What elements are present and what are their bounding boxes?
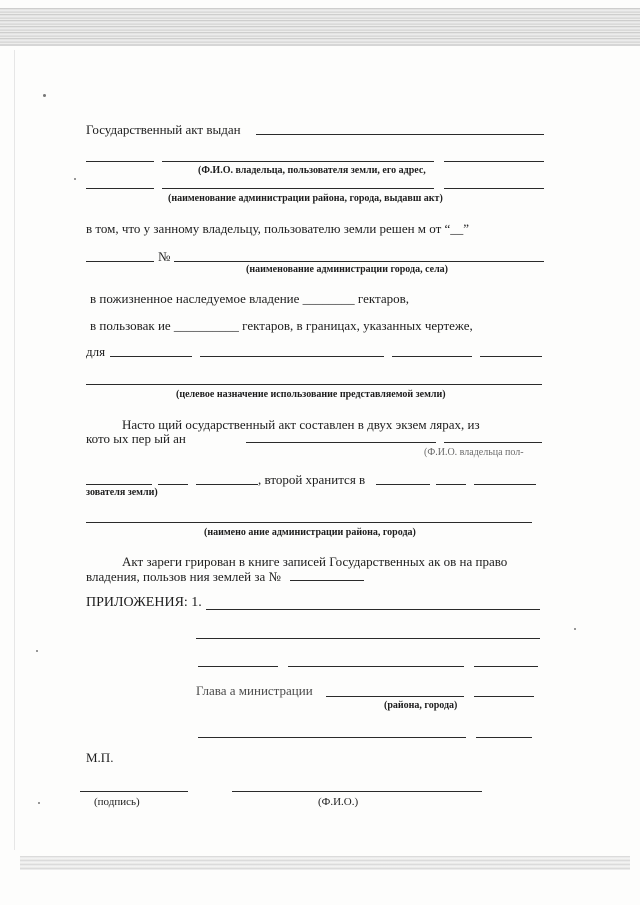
appendix-blank-3a — [198, 666, 278, 667]
decision-text: в том, что у занному владельцу, пользователю земли решен м от “__” — [86, 221, 470, 236]
caption-admin-city: (наименование администрации города, села) — [246, 264, 449, 275]
usage-text: в пользовак ие __________ гектаров, в границах, указанных чертеже, — [90, 318, 473, 333]
caption-user-end: зователя земли) — [86, 487, 158, 498]
caption-fio: (Ф.И.О.) — [318, 796, 359, 808]
registration-line-2: владения, пользов ния землей за № — [86, 569, 281, 584]
blank-line — [200, 356, 384, 357]
blank-line — [480, 356, 542, 357]
caption-admin-issuer: (наименование администрации района, города, выдавш акт) — [168, 193, 443, 204]
appendix-blank-3c — [474, 666, 538, 667]
issued-to-blank — [256, 134, 544, 135]
caption-signature: (подпись) — [94, 796, 140, 808]
blank-line — [392, 356, 472, 357]
blank-line — [476, 737, 532, 738]
scan-speck — [43, 94, 46, 97]
blank-line — [86, 261, 154, 262]
number-sign: № — [158, 249, 171, 264]
scan-speck — [36, 650, 38, 652]
blank-line — [474, 484, 536, 485]
blank-line — [86, 484, 152, 485]
blank-line — [86, 161, 154, 162]
issued-label: Государственный акт выдан — [86, 122, 241, 137]
blank-line — [110, 356, 192, 357]
blank-line — [86, 188, 154, 189]
blank-line — [444, 161, 544, 162]
stamp-place-label: М.П. — [86, 750, 114, 765]
caption-purpose: (целевое назначение использование представляемой земли) — [176, 389, 446, 400]
paragraph-line-2: кото ых пер ый ан — [86, 431, 186, 446]
paragraph-line-1: Насто щий осударственный акт составлен в двух экзем лярах, из — [122, 417, 480, 432]
blank-line — [246, 442, 436, 443]
scan-speck — [74, 178, 76, 180]
registration-line-1: Акт зареги грирован в книге записей Государственных ак ов на право — [122, 554, 508, 569]
scan-artifact-bottom — [20, 856, 630, 870]
appendix-blank-2 — [196, 638, 540, 639]
blank-line — [86, 522, 532, 523]
blank-line — [196, 484, 258, 485]
appendix-label: ПРИЛОЖЕНИЯ: 1. — [86, 595, 202, 610]
blank-line — [436, 484, 466, 485]
blank-line — [444, 188, 544, 189]
blank-line — [162, 161, 434, 162]
signature-line — [80, 791, 188, 792]
blank-line — [162, 188, 434, 189]
caption-district: (района, города) — [384, 700, 458, 711]
head-admin-label: Глава а министрации — [196, 683, 313, 698]
registration-number-blank — [290, 580, 364, 581]
scan-artifact-top — [0, 8, 640, 44]
blank-line — [174, 261, 544, 262]
blank-line — [198, 737, 466, 738]
caption-owner: (Ф.И.О. владельца, пользователя земли, его адрес, — [198, 165, 426, 176]
second-stored-text: , второй хранится в — [258, 472, 366, 487]
caption-fio-fragment: (Ф.И.О. владельца пол- — [424, 447, 524, 458]
head-admin-blank — [326, 696, 464, 697]
scan-speck — [38, 802, 40, 804]
inheritance-text: в пожизненное наследуемое владение ________ гектаров, — [90, 291, 409, 306]
blank-line — [86, 384, 542, 385]
for-label: для — [86, 344, 106, 359]
page-edge — [14, 50, 15, 850]
caption-admin-name: (наимено ание администрации района, города) — [204, 527, 416, 538]
blank-line — [158, 484, 188, 485]
scan-artifact-line — [0, 44, 640, 46]
blank-line — [444, 442, 542, 443]
appendix-blank-3b — [288, 666, 464, 667]
fio-line — [232, 791, 482, 792]
appendix-blank-1 — [206, 609, 540, 610]
blank-line — [376, 484, 430, 485]
head-admin-blank-2 — [474, 696, 534, 697]
scan-speck — [574, 628, 576, 630]
